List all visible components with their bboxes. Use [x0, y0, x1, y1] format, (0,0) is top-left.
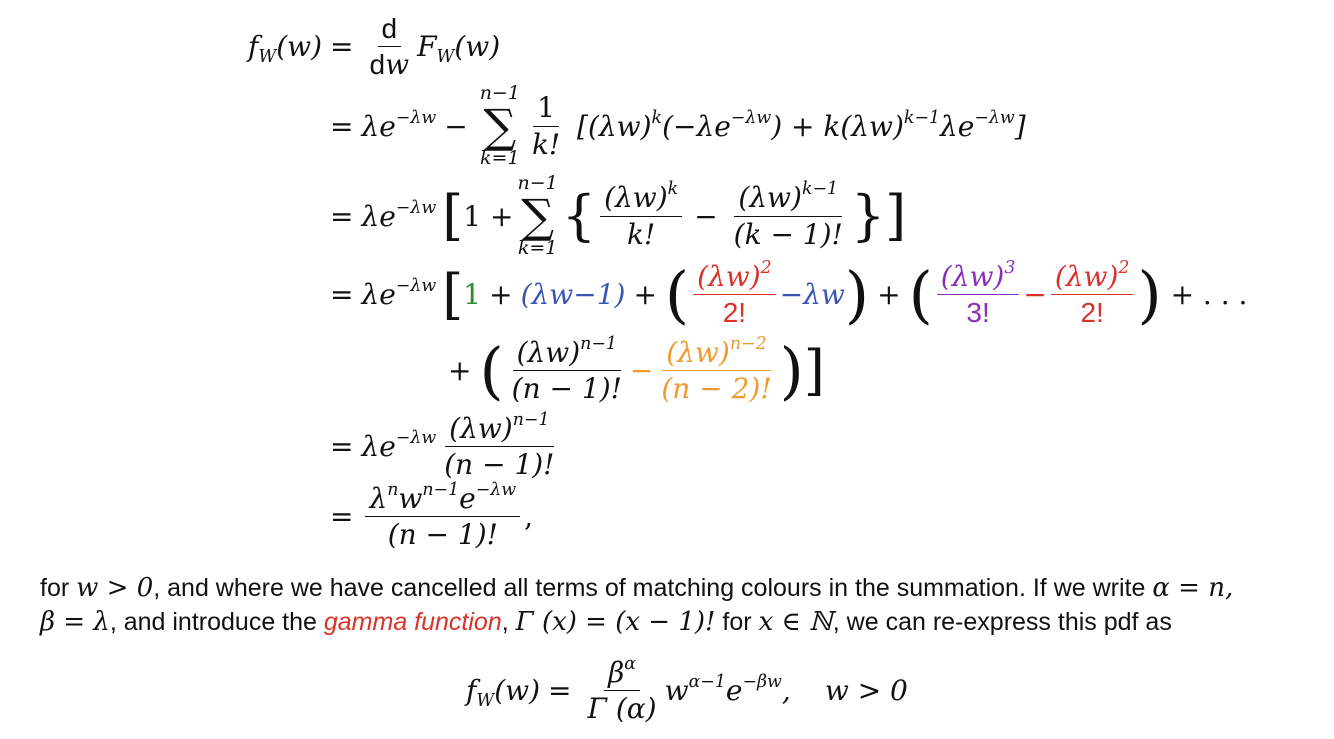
- prose-line-2: β = λ, and introduce the gamma function, Γ (x) = (x − 1)! for x ∈ ℕ, we can re-express this pdf as: [40, 607, 1172, 637]
- equals-sign: =: [330, 30, 354, 64]
- equation-line-5: + ( $\frac{(\lambda w)^{n-1}}{(n - 1)!}$ − $\frac{(\lambda w)^{n-2}}{(n - 2)!}$ ) ]: [448, 333, 825, 407]
- equation-line-6: = $\lambda e^{-\lambda w}$ $\frac{(\lambda w)^{n-1}}{(n - 1)!}$: [330, 409, 555, 482]
- equation-line-4: = $\lambda e^{-\lambda w}$ [ 1 + (λw−1) + ( $\frac{(\lambda w)^2}{2!}$ −λw ) + ( $\frac{(\lambda w)^3}{3!}$ − $\frac{(\lambda w)^2}{2!}$ ) + . . .: [330, 257, 1248, 331]
- summation: n−1 ∑ k=1: [479, 82, 520, 169]
- gamma-pdf-equation: $f_W(w)$ = $\frac{\beta^\alpha}{\Gamma (\alpha)}$ $w^{\alpha-1}e^{-\beta w}$, w > 0: [466, 653, 908, 726]
- derivative-fraction: [366, 14, 414, 80]
- equation-line-1: [248, 14, 500, 80]
- equation-line-3: = $\lambda e^{-\lambda w}$ [ 1 + n−1 ∑ k=1 { $\frac{(\lambda w)^k}{k!}$ − $\frac{(\lambda w)^{k-1}}{(k - 1)!}$ }]: [330, 172, 907, 259]
- prose-line-1: for w > 0, and where we have cancelled all terms of matching colours in the summation. If we write α = n,: [40, 573, 1234, 603]
- equation-line-7: = $\frac{\lambda^nw^{n-1}e^{-\lambda w}}{(n - 1)!}$ ,: [330, 479, 534, 552]
- derivative-den: dw: [369, 48, 410, 82]
- derivative-num: d: [378, 14, 402, 47]
- equation-line-2: = $\lambda e^{-\lambda w}$ − n−1 ∑ k=1 $\frac{1}{k!}$ $[(\lambda w)^k(-\lambda e^{-\lambda w}) + k(\lambda w)^{k-1}\lambda e^{-\lambda w}]$: [330, 82, 1026, 169]
- lhs-f: $f_W(w)$: [248, 30, 323, 68]
- gamma-function-link[interactable]: gamma function: [323, 608, 502, 636]
- cdf-F: $F_W(w)$: [417, 30, 501, 68]
